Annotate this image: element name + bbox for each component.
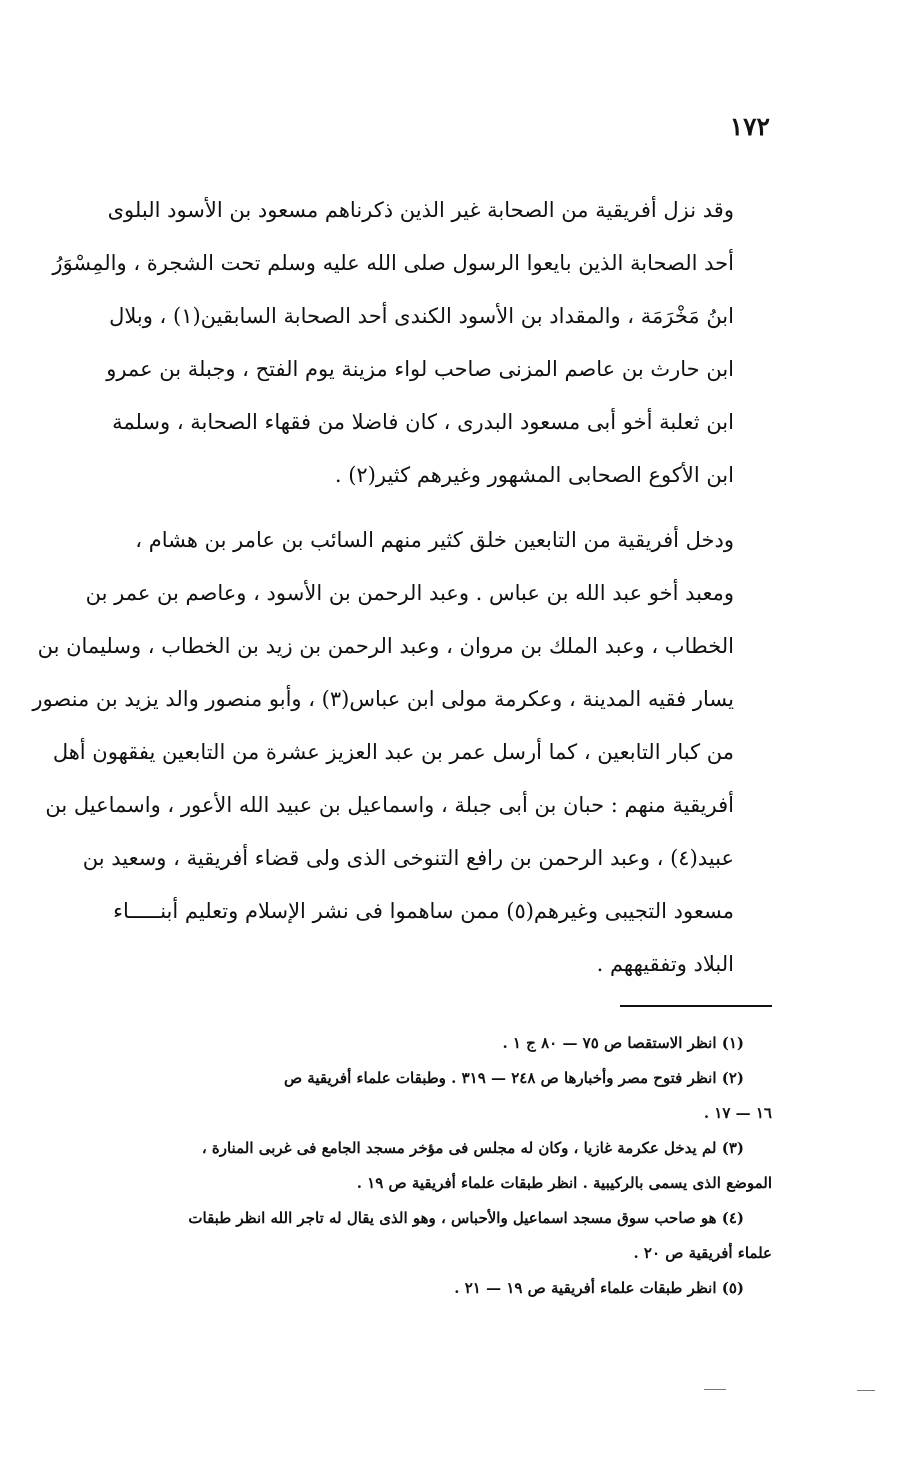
main-text [32,184,772,991]
text-line: ابن حارث بن عاصم المزنى صاحب لواء مزينة يوم الفتح ، وجبلة بن عمرو [106,357,734,381]
page-number: ١٧٢ [729,112,770,141]
footnote-3 [108,1131,772,1201]
footnote-1 [108,1026,772,1061]
footnote-line: (١) انظر الاستقصا ص ٧٥ — ٨٠ ج ١ . [502,1034,744,1052]
paragraph-companions [52,184,772,502]
paragraph-followers [32,514,772,991]
footnote-line: (٣) لم يدخل عكرمة غازيا ، وكان له مجلس فى مؤخر مسجد الجامع فى غربى المنارة ، [201,1139,744,1157]
footnote-line: الموضع الذى يسمى بالركيبية . انظر طبقات علماء أفريقية ص ١٩ . [356,1174,772,1192]
footnote-2 [108,1061,772,1131]
footnote-separator-rule [620,1005,772,1007]
text-line: وقد نزل أفريقية من الصحابة غير الذين ذكرناهم مسعود بن الأسود البلوى [107,198,734,222]
scan-speck [704,1389,726,1390]
text-line: أفريقية منهم : حبان بن أبى جبلة ، واسماعيل بن عبيد الله الأعور ، واسماعيل بن [45,793,734,817]
text-line: ابنُ مَخْرَمَة ، والمقداد بن الأسود الكندى أحد الصحابة السابقين(١) ، وبلال [109,304,734,328]
text-line: ابن الأكوع الصحابى المشهور وغيرهم كثير(٢) . [334,463,734,487]
text-line: مسعود التجيبى وغيرهم(٥) ممن ساهموا فى نشر الإسلام وتعليم أبنـــــاء [113,899,734,923]
text-line: من كبار التابعين ، كما أرسل عمر بن عبد العزيز عشرة من التابعين يفقهون أهل [52,740,734,764]
footnote-line: (٥) انظر طبقات علماء أفريقية ص ١٩ — ٢١ . [454,1279,744,1297]
scan-speck [857,1390,875,1391]
text-line: البلاد وتفقيههم . [596,952,734,976]
text-line: يسار فقيه المدينة ، وعكرمة مولى ابن عباس(٣) ، وأبو منصور والد يزيد بن منصور [32,687,734,711]
text-line: عبيد(٤) ، وعبد الرحمن بن رافع التنوخى الذى ولى قضاء أفريقية ، وسعيد بن [82,846,734,870]
footnotes [108,1026,772,1306]
text-line: ودخل أفريقية من التابعين خلق كثير منهم السائب بن عامر بن هشام ، [135,528,734,552]
text-line: أحد الصحابة الذين بايعوا الرسول صلى الله عليه وسلم تحت الشجرة ، والمِسْوَرُ [52,251,734,275]
footnote-line: (٢) انظر فتوح مصر وأخبارها ص ٢٤٨ — ٣١٩ . وطبقات علماء أفريقية ص [283,1069,744,1087]
footnote-line: (٤) هو صاحب سوق مسجد اسماعيل والأحباس ، وهو الذى يقال له تاجر الله انظر طبقات [188,1209,744,1227]
footnote-line: ١٦ — ١٧ . [703,1104,772,1122]
text-line: الخطاب ، وعبد الملك بن مروان ، وعبد الرحمن بن زيد بن الخطاب ، وسليمان بن [37,634,734,658]
text-line: ومعبد أخو عبد الله بن عباس . وعبد الرحمن بن الأسود ، وعاصم بن عمر بن [85,581,734,605]
footnote-5 [108,1271,772,1306]
footnote-line: علماء أفريقية ص ٢٠ . [633,1244,772,1262]
footnote-4 [108,1201,772,1271]
text-line: ابن ثعلبة أخو أبى مسعود البدرى ، كان فاضلا من فقهاء الصحابة ، وسلمة [112,410,734,434]
